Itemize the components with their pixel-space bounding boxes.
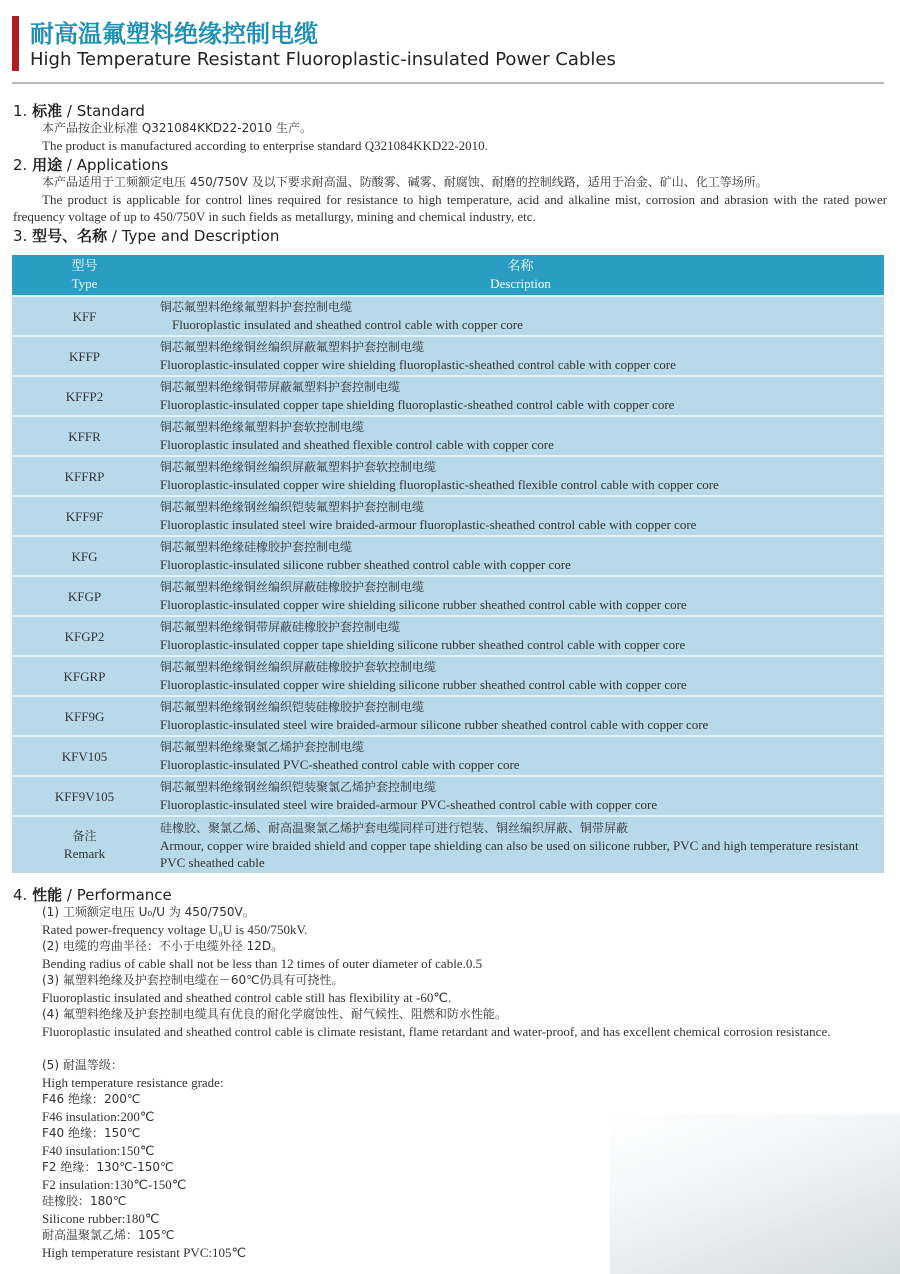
type-table	[12, 255, 884, 873]
description-en: Fluoroplastic insulated steel wire braided-armour fluoroplastic-sheathed control cable with copper core	[160, 517, 697, 532]
type-column-header: 型号 Type	[12, 255, 157, 296]
temperature-grades	[42, 1057, 246, 1261]
grade-line: 耐高温聚氯乙烯：105℃	[42, 1228, 175, 1242]
description-cell	[157, 416, 884, 456]
description-en: Fluoroplastic-insulated copper wire shielding fluoroplastic-sheathed flexible control cable with copper core	[160, 477, 719, 492]
grade-line: F2 insulation:130℃-150℃	[42, 1177, 187, 1192]
divider	[12, 82, 884, 84]
description-en: Fluoroplastic-insulated silicone rubber sheathed control cable with copper core	[160, 557, 571, 572]
description-cell	[157, 536, 884, 576]
type-cell: KFG	[12, 536, 157, 576]
table-row	[12, 616, 884, 656]
table-row	[12, 696, 884, 736]
title-accent-bar	[12, 16, 19, 71]
table-row	[12, 496, 884, 536]
description-en: Fluoroplastic-insulated copper tape shielding fluoroplastic-sheathed control cable with copper core	[160, 397, 675, 412]
description-cell	[157, 456, 884, 496]
description-cn: 铜芯氟塑料绝缘氟塑料护套软控制电缆	[160, 420, 365, 434]
description-en: Fluoroplastic-insulated copper wire shielding silicone rubber sheathed control cable with copper core	[160, 677, 687, 692]
table-row	[12, 656, 884, 696]
standard-text-en: The product is manufactured according to enterprise standard Q321084KKD22-2010.	[42, 138, 488, 153]
grade-line: Silicone rubber:180℃	[42, 1211, 160, 1226]
section-standard-heading: 1. 标准 / Standard	[13, 102, 145, 120]
description-en: Fluoroplastic-insulated steel wire braided-armour silicone rubber sheathed control cable with copper core	[160, 717, 709, 732]
table-row	[12, 776, 884, 816]
description-cn: 铜芯氟塑料绝缘聚氯乙烯护套控制电缆	[160, 740, 365, 754]
type-cell: KFV105	[12, 736, 157, 776]
type-cell: KFFRP	[12, 456, 157, 496]
description-cell	[157, 696, 884, 736]
grade-line: F2 绝缘：130℃-150℃	[42, 1160, 174, 1174]
table-row	[12, 456, 884, 496]
performance-text-4-en: Fluoroplastic insulated and sheathed control cable is climate resistant, flame retardant and water-proof, and has excellent chemical corrosion resistance.	[42, 1024, 831, 1039]
description-en: Fluoroplastic-insulated PVC-sheathed control cable with copper core	[160, 757, 520, 772]
description-en: Fluoroplastic insulated and sheathed flexible control cable with copper core	[160, 437, 554, 452]
description-cell	[157, 336, 884, 376]
description-cn: 铜芯氟塑料绝缘钢丝编织铠装硅橡胶护套控制电缆	[160, 700, 425, 714]
description-cn: 铜芯氟塑料绝缘钢丝编织铠装聚氯乙烯护套控制电缆	[160, 780, 437, 794]
description-cn: 铜芯氟塑料绝缘氟塑料护套控制电缆	[160, 300, 353, 314]
type-cell: KFFR	[12, 416, 157, 456]
type-cell: KFF9V105	[12, 776, 157, 816]
table-row	[12, 736, 884, 776]
description-cn: 铜芯氟塑料绝缘钢丝编织铠装氟塑料护套控制电缆	[160, 500, 425, 514]
performance-line: (1) 工频额定电压 U₀/U 为 450/750V。	[42, 905, 255, 919]
applications-text-cn: 本产品适用于工频额定电压 450/750V 及以下要求耐高温、防酸雾、碱雾、耐腐蚀、耐磨的控制线路，适用于冶金、矿山、化工等场所。	[42, 175, 768, 189]
type-cell: KFGRP	[12, 656, 157, 696]
performance-list	[42, 904, 507, 1023]
applications-text-en: The product is applicable for control lines required for resistance to high temperature, acid and alkaline mist, corrosion and abrasion with the rated power frequency voltage of up to 450/750V in such fields as metallurgy, mining and chemical industry, etc.	[13, 192, 887, 224]
performance-line: Fluoroplastic insulated and sheathed control cable still has flexibility at -60℃.	[42, 990, 452, 1005]
description-cell	[157, 376, 884, 416]
table-row	[12, 296, 884, 336]
section-type-heading: 3. 型号、名称 / Type and Description	[13, 227, 280, 245]
performance-line: Rated power-frequency voltage U₀U is 450/750kV.	[42, 922, 308, 937]
type-cell: KFF9G	[12, 696, 157, 736]
description-cn: 铜芯氟塑料绝缘铜丝编织屏蔽氟塑料护套软控制电缆	[160, 460, 437, 474]
description-cell	[157, 496, 884, 536]
description-cell	[157, 296, 884, 336]
grade-line: F46 绝缘：200℃	[42, 1092, 141, 1106]
description-en: Fluoroplastic-insulated copper wire shielding fluoroplastic-sheathed control cable with copper core	[160, 357, 676, 372]
table-row	[12, 416, 884, 456]
type-cell: KFF	[12, 296, 157, 336]
grade-line: High temperature resistant PVC:105℃	[42, 1245, 247, 1260]
grade-line: High temperature resistance grade:	[42, 1075, 224, 1090]
remark-row	[12, 816, 884, 873]
table-row	[12, 576, 884, 616]
remark-cell: 硅橡胶、聚氯乙烯、耐高温聚氯乙烯护套电缆同样可进行铠装、铜丝编织屏蔽、铜带屏蔽 Armour, copper wire braided shield and copper tape shielding can also be used on silicone rubber, PVC and high temperature resistant PVC sheathed cable	[157, 816, 884, 873]
background-photo	[610, 1114, 900, 1274]
grade-line: 硅橡胶：180℃	[42, 1194, 127, 1208]
grade-line: F46 insulation:200℃	[42, 1109, 155, 1124]
section-performance-heading: 4. 性能 / Performance	[13, 886, 172, 904]
description-cell	[157, 656, 884, 696]
description-cn: 铜芯氟塑料绝缘铜丝编织屏蔽硅橡胶护套软控制电缆	[160, 660, 437, 674]
grade-line: F40 insulation:150℃	[42, 1143, 155, 1158]
table-row	[12, 536, 884, 576]
type-cell: KFF9F	[12, 496, 157, 536]
description-cn: 铜芯氟塑料绝缘铜丝编织屏蔽氟塑料护套控制电缆	[160, 340, 425, 354]
grade-line: (5) 耐温等级：	[42, 1058, 123, 1072]
description-cn: 铜芯氟塑料绝缘硅橡胶护套控制电缆	[160, 540, 353, 554]
description-cn: 铜芯氟塑料绝缘铜带屏蔽氟塑料护套控制电缆	[160, 380, 401, 394]
table-row	[12, 376, 884, 416]
standard-text-cn: 本产品按企业标准 Q321084KKD22-2010 生产。	[42, 121, 313, 135]
table-row	[12, 336, 884, 376]
type-cell: KFGP2	[12, 616, 157, 656]
remark-label: 备注 Remark	[12, 816, 157, 873]
page-title-en: High Temperature Resistant Fluoroplastic-insulated Power Cables	[30, 49, 616, 70]
type-cell: KFFP	[12, 336, 157, 376]
description-en: Fluoroplastic insulated and sheathed control cable with copper core	[172, 317, 523, 332]
description-en: Fluoroplastic-insulated copper tape shielding silicone rubber sheathed control cable with copper core	[160, 637, 686, 652]
description-en: Fluoroplastic-insulated steel wire braided-armour PVC-sheathed control cable with copper core	[160, 797, 658, 812]
type-cell: KFFP2	[12, 376, 157, 416]
description-column-header: 名称 Description	[157, 255, 884, 296]
performance-line: Bending radius of cable shall not be less than 12 times of outer diameter of cable.0.5	[42, 956, 483, 971]
description-en: Fluoroplastic-insulated copper wire shielding silicone rubber sheathed control cable with copper core	[160, 597, 687, 612]
type-cell: KFGP	[12, 576, 157, 616]
page-title-cn: 耐高温氟塑料绝缘控制电缆	[30, 20, 318, 48]
performance-line: (4) 氟塑料绝缘及护套控制电缆具有优良的耐化学腐蚀性、耐气候性、阻燃和防水性能。	[42, 1007, 507, 1021]
description-cell	[157, 776, 884, 816]
description-cn: 铜芯氟塑料绝缘铜带屏蔽硅橡胶护套控制电缆	[160, 620, 401, 634]
performance-line: (3) 氟塑料绝缘及护套控制电缆在－60℃仍具有可挠性。	[42, 973, 344, 987]
grade-line: F40 绝缘：150℃	[42, 1126, 141, 1140]
section-applications-heading: 2. 用途 / Applications	[13, 156, 169, 174]
description-cell	[157, 576, 884, 616]
description-cell	[157, 736, 884, 776]
description-cn: 铜芯氟塑料绝缘铜丝编织屏蔽硅橡胶护套控制电缆	[160, 580, 425, 594]
description-cell	[157, 616, 884, 656]
performance-line: (2) 电缆的弯曲半径：不小于电缆外径 12D。	[42, 939, 284, 953]
